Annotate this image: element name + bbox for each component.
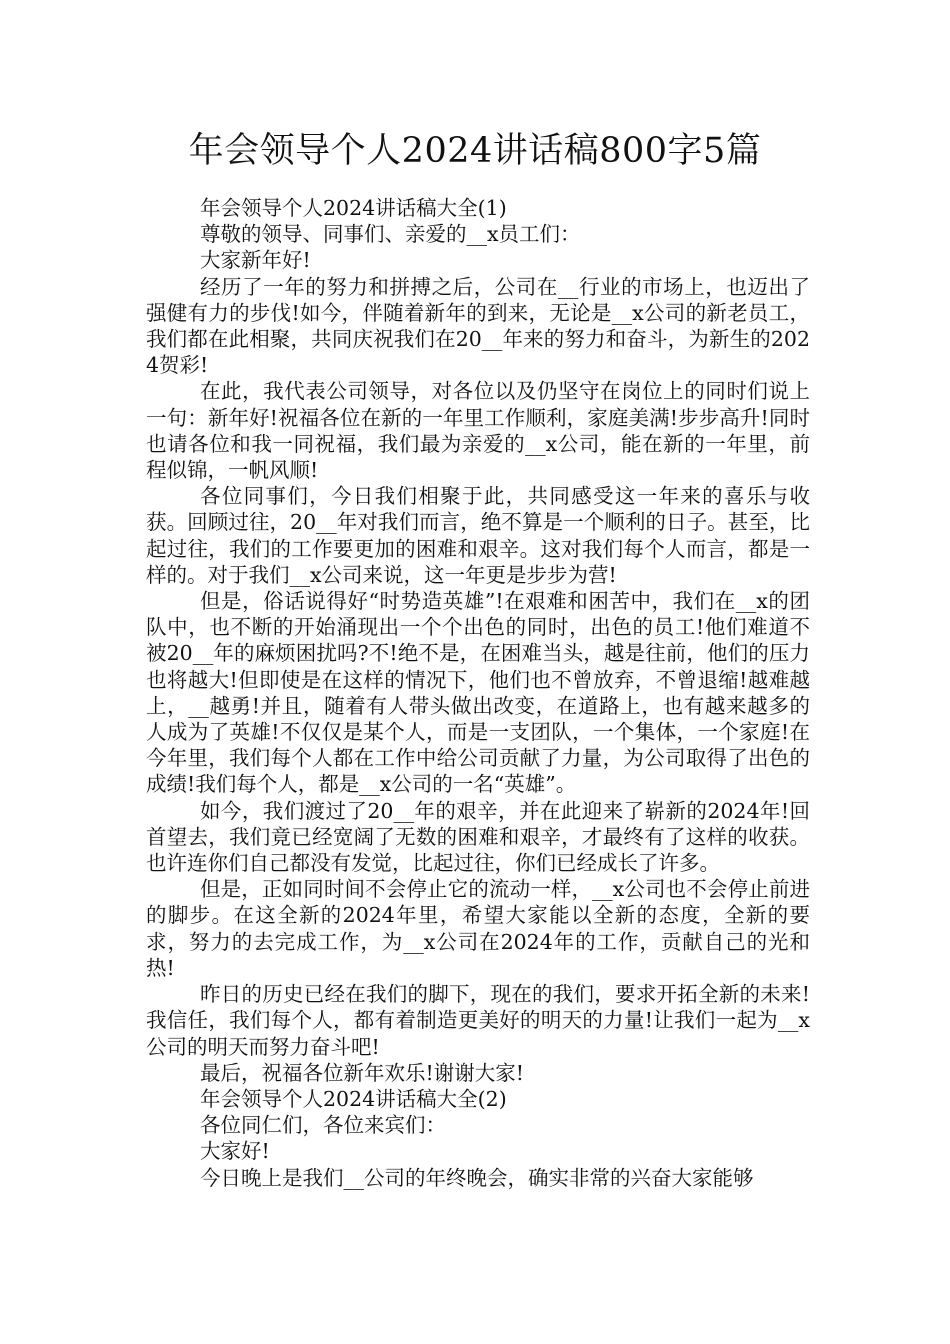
paragraph: 今日晚上是我们__公司的年终晚会，确实非常的兴奋大家能够 [200, 1165, 754, 1190]
paragraph: 年会领导个人2024讲话稿大全(2) [200, 1086, 507, 1111]
paragraph: 各位同事们，今日我们相聚于此，共同感受这一年来的喜乐与收获。回顾过往，20__年对我们而言，绝不算是一个顺利的日子。甚至，比起过往，我们的工作要更加的困难和艰辛。这对我们每个人而言，都是一样的。对于我们__x公司来说，这一年更是步步为营! [146, 484, 810, 587]
paragraph: 但是，正如同时间不会停止它的流动一样，__x公司也不会停止前进的脚步。在这全新的2024年里，希望大家能以全新的态度，全新的要求，努力的去完成工作，为__x公司在2024年的工作，贡献自己的光和热! [146, 877, 810, 980]
paragraph: 但是，俗话说得好“时势造英雄”!在艰难和困苦中，我们在__x的团队中，也不断的开始涌现出一个个出色的同时，出色的员工!他们难道不被20__年的麻烦困扰吗?不!绝不是，在困难当头，越是往前，他们的压力也将越大!但即使是在这样的情况下，他们也不曾放弃，不曾退缩!越难越上，__越勇!并且，随着有人带头做出改变，在道路上，也有越来越多的人成为了英雄!不仅仅是某个人，而是一支团队，一个集体，一个家庭!在今年里，我们每个人都在工作中给公司贡献了力量，为公司取得了出色的成绩!我们每个人，都是__x公司的一名“英雄”。 [146, 589, 810, 797]
paragraph: 大家好! [200, 1139, 270, 1164]
document-body [146, 195, 810, 1191]
document-title: 年会领导个人2024讲话稿800字5篇 [188, 131, 762, 171]
paragraph: 大家新年好! [200, 248, 311, 273]
paragraph: 年会领导个人2024讲话稿大全(1) [200, 196, 507, 220]
paragraph: 在此，我代表公司领导，对各位以及仍坚守在岗位上的同时们说上一句：新年好!祝福各位在新的一年里工作顺利，家庭美满!步步高升!同时也请各位和我一同祝福，我们最为亲爱的__x公司，能在新的一年里，前程似锦，一帆风顺! [146, 379, 810, 483]
paragraph: 经历了一年的努力和拼搏之后，公司在__行业的市场上，也迈出了强健有力的步伐!如今，伴随着新年的到来，无论是__x公司的新老员工，我们都在此相聚，共同庆祝我们在20__年来的努力和奋斗，为新生的2024贺彩! [146, 274, 810, 378]
paragraph: 尊敬的领导、同事们、亲爱的__x员工们： [200, 222, 581, 247]
paragraph: 最后，祝福各位新年欢乐!谢谢大家! [200, 1060, 524, 1085]
paragraph: 各位同仁们，各位来宾们： [200, 1113, 446, 1138]
paragraph: 如今，我们渡过了20__年的艰辛，并在此迎来了崭新的2024年!回首望去，我们竟已经宽阔了无数的困难和艰辛，才最终有了这样的收获。也许连你们自己都没有发觉，比起过往，你们已经成长了许多。 [146, 798, 810, 876]
paragraph: 昨日的历史已经在我们的脚下，现在的我们，要求开拓全新的未来!我信任，我们每个人，都有着制造更美好的明天的力量!让我们一起为__x公司的明天而努力奋斗吧! [146, 982, 810, 1059]
